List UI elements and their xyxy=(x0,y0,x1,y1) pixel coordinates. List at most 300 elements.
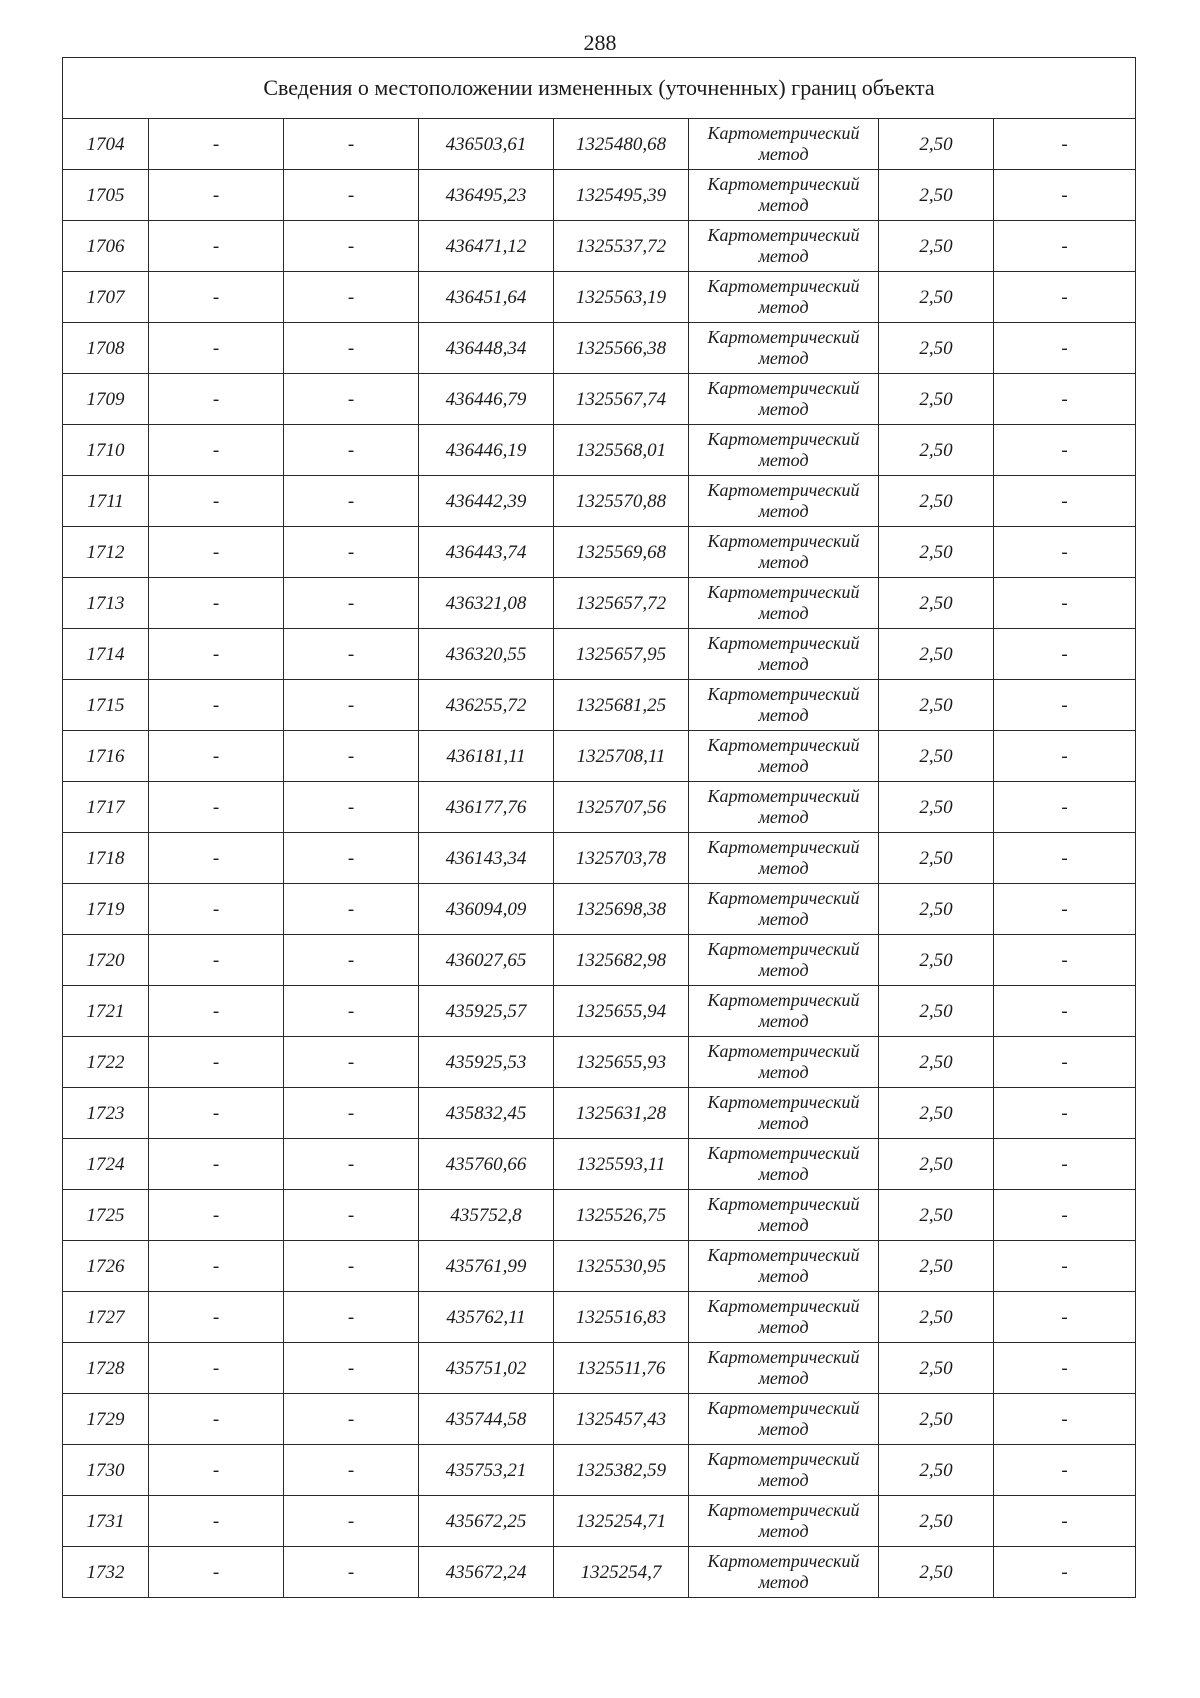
empty-dash-cell: - xyxy=(994,1292,1136,1343)
table-row xyxy=(63,1241,1136,1292)
method-text: метод xyxy=(758,1521,809,1541)
accuracy-cell: 2,50 xyxy=(879,884,994,935)
empty-dash-cell: - xyxy=(149,578,284,629)
empty-dash-cell: - xyxy=(284,221,419,272)
table-header-row xyxy=(63,58,1136,119)
method-cell xyxy=(689,629,879,680)
coordinate-x-cell: 436321,08 xyxy=(419,578,554,629)
coordinate-x-cell: 435751,02 xyxy=(419,1343,554,1394)
method-text: Картометрический xyxy=(707,531,860,551)
empty-dash-cell: - xyxy=(284,1139,419,1190)
empty-dash-cell: - xyxy=(149,782,284,833)
empty-dash-cell: - xyxy=(149,1292,284,1343)
empty-dash-cell: - xyxy=(149,629,284,680)
accuracy-cell: 2,50 xyxy=(879,374,994,425)
coordinate-y-cell: 1325526,75 xyxy=(554,1190,689,1241)
table-row xyxy=(63,782,1136,833)
coordinate-x-cell: 436446,19 xyxy=(419,425,554,476)
method-cell xyxy=(689,1139,879,1190)
point-number-cell: 1731 xyxy=(63,1496,149,1547)
empty-dash-cell: - xyxy=(149,1037,284,1088)
empty-dash-cell: - xyxy=(994,833,1136,884)
method-text: Картометрический xyxy=(707,225,860,245)
empty-dash-cell: - xyxy=(149,1343,284,1394)
empty-dash-cell: - xyxy=(149,476,284,527)
page-number: 288 xyxy=(583,30,617,55)
empty-dash-cell: - xyxy=(994,1190,1136,1241)
empty-dash-cell: - xyxy=(284,374,419,425)
coordinate-y-cell: 1325707,56 xyxy=(554,782,689,833)
point-number-cell: 1724 xyxy=(63,1139,149,1190)
method-text: метод xyxy=(758,807,809,827)
method-text: метод xyxy=(758,1368,809,1388)
table-row xyxy=(63,1292,1136,1343)
empty-dash-cell: - xyxy=(994,986,1136,1037)
empty-dash-cell: - xyxy=(284,578,419,629)
empty-dash-cell: - xyxy=(149,221,284,272)
empty-dash-cell: - xyxy=(149,374,284,425)
point-number-cell: 1718 xyxy=(63,833,149,884)
empty-dash-cell: - xyxy=(994,119,1136,170)
empty-dash-cell: - xyxy=(149,1496,284,1547)
method-text: метод xyxy=(758,1317,809,1337)
empty-dash-cell: - xyxy=(994,680,1136,731)
coordinate-x-cell: 435832,45 xyxy=(419,1088,554,1139)
empty-dash-cell: - xyxy=(994,935,1136,986)
accuracy-cell: 2,50 xyxy=(879,1037,994,1088)
empty-dash-cell: - xyxy=(284,986,419,1037)
method-text: Картометрический xyxy=(707,582,860,602)
table-row xyxy=(63,221,1136,272)
coordinate-x-cell: 436503,61 xyxy=(419,119,554,170)
accuracy-cell: 2,50 xyxy=(879,527,994,578)
accuracy-cell: 2,50 xyxy=(879,578,994,629)
coordinate-x-cell: 436320,55 xyxy=(419,629,554,680)
method-cell xyxy=(689,425,879,476)
empty-dash-cell: - xyxy=(284,1496,419,1547)
method-cell xyxy=(689,884,879,935)
coordinate-x-cell: 435762,11 xyxy=(419,1292,554,1343)
accuracy-cell: 2,50 xyxy=(879,731,994,782)
method-cell xyxy=(689,1088,879,1139)
coordinate-y-cell: 1325569,68 xyxy=(554,527,689,578)
method-text: метод xyxy=(758,297,809,317)
coordinate-x-cell: 435744,58 xyxy=(419,1394,554,1445)
method-text: метод xyxy=(758,501,809,521)
method-cell xyxy=(689,1496,879,1547)
empty-dash-cell: - xyxy=(994,476,1136,527)
coordinate-y-cell: 1325657,72 xyxy=(554,578,689,629)
point-number-cell: 1727 xyxy=(63,1292,149,1343)
method-text: метод xyxy=(758,1062,809,1082)
method-text: Картометрический xyxy=(707,837,860,857)
method-text: метод xyxy=(758,654,809,674)
method-text: метод xyxy=(758,1572,809,1592)
method-text: метод xyxy=(758,246,809,266)
empty-dash-cell: - xyxy=(994,1547,1136,1598)
table-row xyxy=(63,833,1136,884)
empty-dash-cell: - xyxy=(284,476,419,527)
point-number-cell: 1709 xyxy=(63,374,149,425)
method-text: Картометрический xyxy=(707,1041,860,1061)
coordinate-x-cell: 435760,66 xyxy=(419,1139,554,1190)
coordinate-y-cell: 1325457,43 xyxy=(554,1394,689,1445)
table-body xyxy=(63,119,1136,1598)
table-row xyxy=(63,323,1136,374)
method-text: метод xyxy=(758,450,809,470)
table-row xyxy=(63,986,1136,1037)
method-cell xyxy=(689,680,879,731)
method-text: Картометрический xyxy=(707,1296,860,1316)
method-text: Картометрический xyxy=(707,1245,860,1265)
empty-dash-cell: - xyxy=(284,731,419,782)
coordinate-x-cell: 436448,34 xyxy=(419,323,554,374)
accuracy-cell: 2,50 xyxy=(879,272,994,323)
empty-dash-cell: - xyxy=(284,527,419,578)
method-text: Картометрический xyxy=(707,174,860,194)
accuracy-cell: 2,50 xyxy=(879,425,994,476)
empty-dash-cell: - xyxy=(284,1343,419,1394)
empty-dash-cell: - xyxy=(149,1139,284,1190)
empty-dash-cell: - xyxy=(994,1445,1136,1496)
empty-dash-cell: - xyxy=(284,425,419,476)
point-number-cell: 1704 xyxy=(63,119,149,170)
empty-dash-cell: - xyxy=(149,833,284,884)
method-cell xyxy=(689,1190,879,1241)
point-number-cell: 1708 xyxy=(63,323,149,374)
empty-dash-cell: - xyxy=(284,1547,419,1598)
empty-dash-cell: - xyxy=(284,935,419,986)
point-number-cell: 1713 xyxy=(63,578,149,629)
empty-dash-cell: - xyxy=(284,680,419,731)
coordinate-y-cell: 1325655,93 xyxy=(554,1037,689,1088)
coordinate-y-cell: 1325566,38 xyxy=(554,323,689,374)
point-number-cell: 1717 xyxy=(63,782,149,833)
empty-dash-cell: - xyxy=(149,884,284,935)
point-number-cell: 1730 xyxy=(63,1445,149,1496)
empty-dash-cell: - xyxy=(994,272,1136,323)
method-text: метод xyxy=(758,144,809,164)
accuracy-cell: 2,50 xyxy=(879,170,994,221)
table-row xyxy=(63,1139,1136,1190)
method-text: метод xyxy=(758,1113,809,1133)
method-cell xyxy=(689,833,879,884)
accuracy-cell: 2,50 xyxy=(879,1394,994,1445)
method-text: Картометрический xyxy=(707,939,860,959)
method-text: метод xyxy=(758,960,809,980)
point-number-cell: 1726 xyxy=(63,1241,149,1292)
empty-dash-cell: - xyxy=(994,425,1136,476)
empty-dash-cell: - xyxy=(994,323,1136,374)
method-text: Картометрический xyxy=(707,1194,860,1214)
empty-dash-cell: - xyxy=(284,1190,419,1241)
method-text: Картометрический xyxy=(707,123,860,143)
point-number-cell: 1707 xyxy=(63,272,149,323)
table-row xyxy=(63,527,1136,578)
empty-dash-cell: - xyxy=(149,680,284,731)
point-number-cell: 1716 xyxy=(63,731,149,782)
empty-dash-cell: - xyxy=(284,272,419,323)
table-row xyxy=(63,425,1136,476)
method-text: Картометрический xyxy=(707,684,860,704)
method-text: метод xyxy=(758,705,809,725)
coordinate-x-cell: 435925,57 xyxy=(419,986,554,1037)
empty-dash-cell: - xyxy=(994,1139,1136,1190)
empty-dash-cell: - xyxy=(994,1241,1136,1292)
table-row xyxy=(63,731,1136,782)
empty-dash-cell: - xyxy=(994,629,1136,680)
method-cell xyxy=(689,221,879,272)
point-number-cell: 1722 xyxy=(63,1037,149,1088)
empty-dash-cell: - xyxy=(994,221,1136,272)
method-text: Картометрический xyxy=(707,378,860,398)
coordinate-x-cell: 435753,21 xyxy=(419,1445,554,1496)
table-row xyxy=(63,1547,1136,1598)
coordinate-x-cell: 436177,76 xyxy=(419,782,554,833)
point-number-cell: 1710 xyxy=(63,425,149,476)
empty-dash-cell: - xyxy=(149,1241,284,1292)
coordinate-x-cell: 436027,65 xyxy=(419,935,554,986)
empty-dash-cell: - xyxy=(994,1343,1136,1394)
coordinate-y-cell: 1325698,38 xyxy=(554,884,689,935)
accuracy-cell: 2,50 xyxy=(879,986,994,1037)
point-number-cell: 1721 xyxy=(63,986,149,1037)
empty-dash-cell: - xyxy=(284,119,419,170)
table-row xyxy=(63,629,1136,680)
coordinate-x-cell: 435925,53 xyxy=(419,1037,554,1088)
empty-dash-cell: - xyxy=(284,833,419,884)
accuracy-cell: 2,50 xyxy=(879,1292,994,1343)
table-row xyxy=(63,374,1136,425)
empty-dash-cell: - xyxy=(994,1088,1136,1139)
empty-dash-cell: - xyxy=(149,119,284,170)
table-header: Сведения о местоположении измененных (уточненных) границ объекта xyxy=(63,58,1136,119)
empty-dash-cell: - xyxy=(149,425,284,476)
method-cell xyxy=(689,1445,879,1496)
point-number-cell: 1720 xyxy=(63,935,149,986)
coordinate-x-cell: 436471,12 xyxy=(419,221,554,272)
point-number-cell: 1714 xyxy=(63,629,149,680)
method-text: метод xyxy=(758,195,809,215)
coordinate-y-cell: 1325631,28 xyxy=(554,1088,689,1139)
empty-dash-cell: - xyxy=(284,629,419,680)
coordinate-y-cell: 1325708,11 xyxy=(554,731,689,782)
point-number-cell: 1729 xyxy=(63,1394,149,1445)
method-cell xyxy=(689,170,879,221)
coordinate-y-cell: 1325657,95 xyxy=(554,629,689,680)
point-number-cell: 1719 xyxy=(63,884,149,935)
empty-dash-cell: - xyxy=(149,323,284,374)
empty-dash-cell: - xyxy=(284,782,419,833)
accuracy-cell: 2,50 xyxy=(879,1088,994,1139)
point-number-cell: 1723 xyxy=(63,1088,149,1139)
method-cell xyxy=(689,476,879,527)
point-number-cell: 1706 xyxy=(63,221,149,272)
method-text: метод xyxy=(758,399,809,419)
accuracy-cell: 2,50 xyxy=(879,1496,994,1547)
table-row xyxy=(63,1496,1136,1547)
coordinate-y-cell: 1325480,68 xyxy=(554,119,689,170)
accuracy-cell: 2,50 xyxy=(879,1190,994,1241)
table-row xyxy=(63,476,1136,527)
coordinate-x-cell: 436181,11 xyxy=(419,731,554,782)
method-text: метод xyxy=(758,1215,809,1235)
method-text: метод xyxy=(758,603,809,623)
method-cell xyxy=(689,1394,879,1445)
accuracy-cell: 2,50 xyxy=(879,1139,994,1190)
coordinate-x-cell: 436446,79 xyxy=(419,374,554,425)
method-text: метод xyxy=(758,1266,809,1286)
coordinate-y-cell: 1325537,72 xyxy=(554,221,689,272)
empty-dash-cell: - xyxy=(284,1445,419,1496)
method-text: Картометрический xyxy=(707,1398,860,1418)
method-cell xyxy=(689,119,879,170)
method-text: метод xyxy=(758,1419,809,1439)
method-cell xyxy=(689,1343,879,1394)
empty-dash-cell: - xyxy=(994,1037,1136,1088)
table-row xyxy=(63,1394,1136,1445)
accuracy-cell: 2,50 xyxy=(879,782,994,833)
coordinate-y-cell: 1325703,78 xyxy=(554,833,689,884)
method-text: Картометрический xyxy=(707,480,860,500)
point-number-cell: 1711 xyxy=(63,476,149,527)
coordinate-x-cell: 435672,25 xyxy=(419,1496,554,1547)
method-cell xyxy=(689,578,879,629)
table-row xyxy=(63,680,1136,731)
table-row xyxy=(63,1190,1136,1241)
method-cell xyxy=(689,1547,879,1598)
table-row xyxy=(63,170,1136,221)
method-text: Картометрический xyxy=(707,1092,860,1112)
coordinate-y-cell: 1325567,74 xyxy=(554,374,689,425)
method-text: Картометрический xyxy=(707,327,860,347)
empty-dash-cell: - xyxy=(149,272,284,323)
empty-dash-cell: - xyxy=(994,884,1136,935)
empty-dash-cell: - xyxy=(284,1241,419,1292)
table-row xyxy=(63,1088,1136,1139)
table-row xyxy=(63,1343,1136,1394)
empty-dash-cell: - xyxy=(994,527,1136,578)
empty-dash-cell: - xyxy=(994,170,1136,221)
coordinate-y-cell: 1325495,39 xyxy=(554,170,689,221)
method-text: метод xyxy=(758,909,809,929)
method-cell xyxy=(689,1292,879,1343)
coordinate-y-cell: 1325682,98 xyxy=(554,935,689,986)
method-cell xyxy=(689,1037,879,1088)
empty-dash-cell: - xyxy=(994,1394,1136,1445)
method-text: метод xyxy=(758,1470,809,1490)
point-number-cell: 1715 xyxy=(63,680,149,731)
coordinate-x-cell: 435672,24 xyxy=(419,1547,554,1598)
accuracy-cell: 2,50 xyxy=(879,833,994,884)
method-cell xyxy=(689,272,879,323)
boundary-coordinates-table xyxy=(62,57,1136,1598)
coordinate-y-cell: 1325568,01 xyxy=(554,425,689,476)
empty-dash-cell: - xyxy=(994,1496,1136,1547)
method-cell xyxy=(689,935,879,986)
method-text: метод xyxy=(758,858,809,878)
coordinate-y-cell: 1325254,7 xyxy=(554,1547,689,1598)
empty-dash-cell: - xyxy=(284,884,419,935)
accuracy-cell: 2,50 xyxy=(879,935,994,986)
method-cell xyxy=(689,374,879,425)
table-row xyxy=(63,272,1136,323)
accuracy-cell: 2,50 xyxy=(879,1445,994,1496)
empty-dash-cell: - xyxy=(149,527,284,578)
accuracy-cell: 2,50 xyxy=(879,119,994,170)
method-text: Картометрический xyxy=(707,786,860,806)
empty-dash-cell: - xyxy=(284,1037,419,1088)
coordinate-y-cell: 1325563,19 xyxy=(554,272,689,323)
method-text: Картометрический xyxy=(707,1449,860,1469)
method-text: Картометрический xyxy=(707,1143,860,1163)
coordinate-y-cell: 1325570,88 xyxy=(554,476,689,527)
table-row xyxy=(63,935,1136,986)
coordinate-y-cell: 1325516,83 xyxy=(554,1292,689,1343)
empty-dash-cell: - xyxy=(149,170,284,221)
coordinate-y-cell: 1325511,76 xyxy=(554,1343,689,1394)
coordinate-x-cell: 435752,8 xyxy=(419,1190,554,1241)
empty-dash-cell: - xyxy=(994,731,1136,782)
empty-dash-cell: - xyxy=(284,323,419,374)
table-row xyxy=(63,119,1136,170)
accuracy-cell: 2,50 xyxy=(879,680,994,731)
method-cell xyxy=(689,986,879,1037)
empty-dash-cell: - xyxy=(149,1394,284,1445)
empty-dash-cell: - xyxy=(149,935,284,986)
accuracy-cell: 2,50 xyxy=(879,1241,994,1292)
method-text: Картометрический xyxy=(707,1551,860,1571)
coordinate-y-cell: 1325382,59 xyxy=(554,1445,689,1496)
coordinate-x-cell: 436094,09 xyxy=(419,884,554,935)
coordinate-y-cell: 1325254,71 xyxy=(554,1496,689,1547)
empty-dash-cell: - xyxy=(284,1292,419,1343)
method-cell xyxy=(689,527,879,578)
point-number-cell: 1712 xyxy=(63,527,149,578)
coordinate-x-cell: 436495,23 xyxy=(419,170,554,221)
method-text: Картометрический xyxy=(707,1500,860,1520)
coordinate-x-cell: 436255,72 xyxy=(419,680,554,731)
table-row xyxy=(63,578,1136,629)
method-cell xyxy=(689,323,879,374)
accuracy-cell: 2,50 xyxy=(879,629,994,680)
method-text: Картометрический xyxy=(707,888,860,908)
coordinate-y-cell: 1325593,11 xyxy=(554,1139,689,1190)
empty-dash-cell: - xyxy=(994,374,1136,425)
accuracy-cell: 2,50 xyxy=(879,476,994,527)
empty-dash-cell: - xyxy=(284,1088,419,1139)
accuracy-cell: 2,50 xyxy=(879,1547,994,1598)
coordinate-x-cell: 435761,99 xyxy=(419,1241,554,1292)
method-text: Картометрический xyxy=(707,276,860,296)
table-row xyxy=(63,1445,1136,1496)
accuracy-cell: 2,50 xyxy=(879,221,994,272)
method-text: Картометрический xyxy=(707,1347,860,1367)
point-number-cell: 1725 xyxy=(63,1190,149,1241)
method-text: Картометрический xyxy=(707,735,860,755)
coordinate-x-cell: 436443,74 xyxy=(419,527,554,578)
point-number-cell: 1705 xyxy=(63,170,149,221)
empty-dash-cell: - xyxy=(994,782,1136,833)
coordinate-y-cell: 1325681,25 xyxy=(554,680,689,731)
empty-dash-cell: - xyxy=(149,1445,284,1496)
method-text: метод xyxy=(758,1011,809,1031)
table-row xyxy=(63,1037,1136,1088)
method-text: метод xyxy=(758,348,809,368)
empty-dash-cell: - xyxy=(994,578,1136,629)
point-number-cell: 1732 xyxy=(63,1547,149,1598)
coordinate-x-cell: 436143,34 xyxy=(419,833,554,884)
